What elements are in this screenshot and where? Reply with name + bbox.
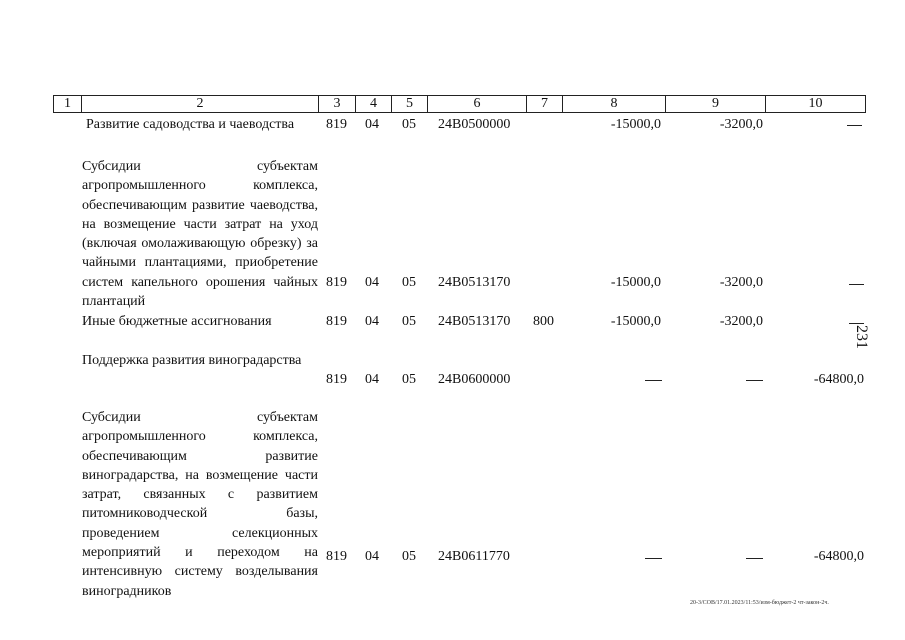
row-4-description: Поддержка развития виноградарства — [82, 353, 302, 368]
header-col-2-label: 2 — [196, 96, 204, 111]
row-1-col10-dash — [847, 125, 862, 126]
row-1-col3: 819 — [326, 117, 347, 132]
row-2-col3: 819 — [326, 275, 347, 290]
row-5-description: Субсидии субъектам агропромышленного комплекса, обеспечивающим развитие виноградарства, на возмещение части затрат, связанных с развитием питомниководческой базы, проведением селекционных мероприятий и переходом на интенсивную систему возделывания виноградников — [82, 410, 318, 599]
header-col-3 — [318, 95, 356, 113]
row-2-col5: 05 — [402, 275, 416, 290]
row-4-col8-dash — [645, 380, 662, 381]
row-2-col6: 24В0513170 — [438, 275, 511, 290]
row-2-col8: -15000,0 — [610, 275, 661, 290]
row-5-col3: 819 — [326, 549, 347, 564]
header-col-7 — [526, 95, 563, 113]
row-3-col8: -15000,0 — [610, 314, 661, 329]
row-3-col7: 800 — [533, 314, 554, 329]
header-col-1-label: 1 — [64, 96, 71, 111]
row-1-col9: -3200,0 — [719, 117, 763, 132]
header-col-10 — [765, 95, 866, 113]
row-1-col8: -15000,0 — [610, 117, 661, 132]
header-col-4-label: 4 — [370, 96, 377, 111]
header-col-10-label: 10 — [808, 96, 823, 111]
header-col-5-label: 5 — [406, 96, 413, 111]
row-4-col9-dash — [746, 380, 763, 381]
row-3-col5: 05 — [402, 314, 416, 329]
row-5-col10: -64800,0 — [813, 549, 864, 564]
row-3-col4: 04 — [365, 314, 379, 329]
row-5-col4: 04 — [365, 549, 379, 564]
row-4-col3: 819 — [326, 372, 347, 387]
row-3-col6: 24В0513170 — [438, 314, 511, 329]
row-4-col6: 24В0600000 — [438, 372, 511, 387]
row-3-col3: 819 — [326, 314, 347, 329]
header-col-8-label: 8 — [610, 96, 618, 111]
row-5-col8-dash — [645, 558, 662, 559]
row-2-description: Субсидии субъектам агропромышленного комплекса, обеспечивающим развитие чаеводства, на возмещение части затрат на уход (включая омолаживающую обрезку) за чайными плантациями, приобретение систем капельного орошения чайных плантаций — [82, 159, 318, 310]
header-col-9-label: 9 — [712, 96, 719, 111]
header-col-1 — [53, 95, 82, 113]
footer-stamp: 20-3/СОВ/17.01.2023/11:53/изм-бюджет-2 чт-закон-2ч. — [690, 600, 829, 606]
page-number: 231 — [853, 325, 870, 349]
row-5-col9-dash — [746, 558, 763, 559]
row-5-col6: 24В0611770 — [438, 549, 510, 564]
header-col-7-label: 7 — [541, 96, 548, 111]
row-1-col4: 04 — [365, 117, 379, 132]
row-2-col4: 04 — [365, 275, 379, 290]
row-2-col10-dash — [849, 284, 864, 285]
header-col-9 — [665, 95, 766, 113]
row-4-col5: 05 — [402, 372, 416, 387]
row-5-col5: 05 — [402, 549, 416, 564]
row-2-col9: -3200,0 — [719, 275, 763, 290]
row-4-col10: -64800,0 — [813, 372, 864, 387]
header-col-6-label: 6 — [473, 96, 481, 111]
row-3-description: Иные бюджетные ассигнования — [82, 314, 272, 329]
header-col-3-label: 3 — [333, 96, 341, 111]
header-col-8 — [562, 95, 666, 113]
row-3-col9: -3200,0 — [719, 314, 763, 329]
header-col-2 — [81, 95, 319, 113]
header-col-6 — [427, 95, 527, 113]
row-4-col4: 04 — [365, 372, 379, 387]
row-1-col6: 24В0500000 — [438, 117, 511, 132]
row-3-col10-dash — [849, 323, 864, 324]
header-col-5 — [391, 95, 428, 113]
header-col-4 — [355, 95, 392, 113]
row-1-description: Развитие садоводства и чаеводства — [86, 117, 295, 132]
row-1-col5: 05 — [402, 117, 416, 132]
